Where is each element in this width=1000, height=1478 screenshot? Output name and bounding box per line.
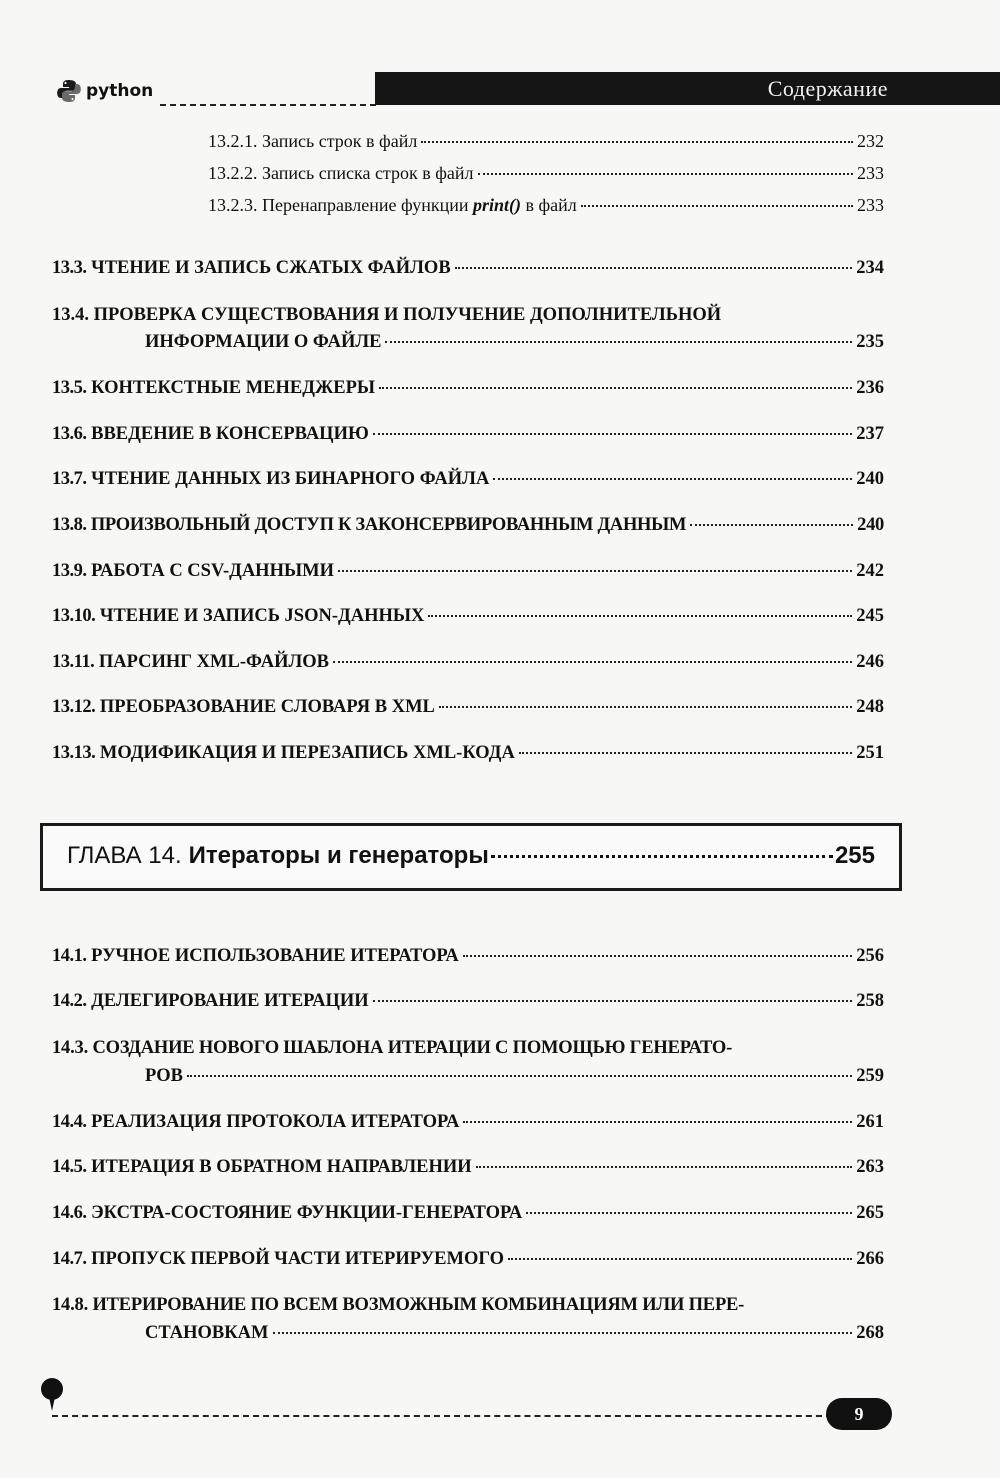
toc-entry-line1	[52, 1038, 732, 1059]
toc-title: ВВЕДЕНИЕ В КОНСЕРВАЦИЮ	[91, 424, 369, 444]
chapter-title: Итераторы и генераторы	[188, 842, 489, 869]
toc-entry	[52, 743, 884, 764]
dot-leader	[373, 433, 852, 435]
toc-page: 233	[857, 195, 884, 215]
toc-page: 240	[856, 469, 884, 489]
toc-number: 13.10.	[52, 606, 96, 626]
toc-title: ПРЕОБРАЗОВАНИЕ СЛОВАРЯ В XML	[99, 697, 435, 717]
dot-leader	[421, 141, 853, 143]
toc-page: 251	[856, 743, 884, 763]
toc-page: 265	[856, 1203, 884, 1223]
toc-page: 235	[856, 332, 884, 352]
chapter-heading	[67, 842, 875, 870]
toc-number: 13.4.	[52, 305, 89, 325]
toc-title: Запись списка строк в файл	[262, 163, 474, 183]
toc-entry	[52, 561, 884, 582]
dot-leader	[455, 267, 853, 269]
toc-number: 14.3.	[52, 1038, 89, 1058]
toc-number: 13.8.	[52, 515, 87, 535]
toc-number: 14.1.	[52, 946, 87, 966]
toc-entry	[52, 258, 884, 279]
dot-leader	[519, 752, 852, 754]
toc-title: МОДИФИКАЦИЯ И ПЕРЕЗАПИСЬ XML-КОДА	[99, 743, 515, 763]
toc-entry	[52, 1249, 884, 1270]
toc-entry	[52, 469, 884, 490]
toc-page: 237	[856, 424, 884, 444]
dot-leader	[333, 661, 852, 663]
toc-page: 236	[856, 378, 884, 398]
dot-leader	[373, 1000, 853, 1002]
toc-subentry	[208, 163, 884, 184]
toc-number: 13.13.	[52, 743, 96, 763]
dot-leader	[428, 615, 852, 617]
toc-page: 256	[856, 946, 884, 966]
section-title-bar	[375, 72, 1000, 105]
toc-number: 13.2.1.	[208, 131, 258, 151]
dot-leader	[463, 1121, 852, 1123]
toc-number: 14.6.	[52, 1203, 87, 1223]
toc-title: ЧТЕНИЕ ДАННЫХ ИЗ БИНАРНОГО ФАЙЛА	[91, 469, 490, 489]
page-number: 9	[854, 1404, 864, 1424]
toc-entry	[52, 606, 884, 627]
toc-title: ИТЕРАЦИЯ В ОБРАТНОМ НАПРАВЛЕНИИ	[91, 1157, 472, 1177]
toc-title: ПРОВЕРКА СУЩЕСТВОВАНИЯ И ПОЛУЧЕНИЕ ДОПОЛНИТЕЛЬНОЙ	[93, 305, 722, 325]
toc-number: 13.9.	[52, 561, 87, 581]
toc-entry-continuation	[145, 1323, 884, 1344]
toc-page: 258	[856, 991, 884, 1011]
toc-number: 13.2.3.	[208, 195, 258, 215]
python-logo	[56, 78, 153, 104]
toc-title-cont: СТАНОВКАМ	[145, 1323, 269, 1343]
page-header	[0, 0, 1000, 130]
toc-entry-line1	[52, 305, 721, 326]
header-divider	[160, 104, 376, 106]
toc-title: ЭКСТРА-СОСТОЯНИЕ ФУНКЦИИ-ГЕНЕРАТОРА	[91, 1203, 523, 1223]
toc-title-tail: в файл	[520, 195, 577, 215]
toc-number: 13.12.	[52, 697, 96, 717]
toc-title: Перенаправление функции	[262, 195, 473, 215]
toc-page: 268	[856, 1323, 884, 1343]
toc-entry	[52, 697, 884, 718]
toc-number: 14.7.	[52, 1249, 87, 1269]
toc-title-cont: ИНФОРМАЦИИ О ФАЙЛЕ	[145, 332, 382, 352]
toc-number: 13.11.	[52, 652, 95, 672]
toc-page: 232	[857, 131, 884, 151]
dot-leader	[439, 706, 852, 708]
python-snake-icon	[56, 78, 82, 104]
dot-leader	[491, 855, 833, 858]
dot-leader	[338, 570, 852, 572]
dot-leader	[385, 341, 852, 343]
chapter-page: 255	[834, 842, 875, 869]
toc-page: 266	[856, 1249, 884, 1269]
toc-number: 13.7.	[52, 469, 87, 489]
toc-entry	[52, 652, 884, 673]
dot-leader	[187, 1075, 852, 1077]
toc-title: Запись строк в файл	[262, 131, 418, 151]
toc-page: 259	[856, 1066, 884, 1086]
toc-title: ИТЕРИРОВАНИЕ ПО ВСЕМ ВОЗМОЖНЫМ КОМБИНАЦИЯМ ИЛИ ПЕРЕ-	[92, 1295, 745, 1315]
toc-page: 245	[856, 606, 884, 626]
toc-subentry	[208, 195, 884, 216]
toc-page: 263	[856, 1157, 884, 1177]
dot-leader	[690, 524, 853, 526]
toc-entry	[52, 424, 884, 445]
toc-page: 261	[856, 1112, 884, 1132]
footer-divider	[52, 1415, 832, 1417]
toc-code: print()	[472, 195, 521, 215]
toc-title: ПАРСИНГ XML-ФАЙЛОВ	[98, 652, 329, 672]
dot-leader	[476, 1166, 853, 1168]
toc-title: РУЧНОЕ ИСПОЛЬЗОВАНИЕ ИТЕРАТОРА	[91, 946, 459, 966]
toc-page: 240	[857, 515, 884, 535]
chapter-heading-box	[40, 823, 902, 891]
toc-page: 248	[856, 697, 884, 717]
toc-number: 14.5.	[52, 1157, 87, 1177]
toc-title: РАБОТА С CSV-ДАННЫМИ	[91, 561, 334, 581]
toc-number: 13.6.	[52, 424, 87, 444]
section-title: Содержание	[767, 76, 888, 101]
toc-entry-line1	[52, 1295, 744, 1316]
toc-number: 14.2.	[52, 991, 87, 1011]
toc-subentry	[208, 131, 884, 152]
toc-title: ДЕЛЕГИРОВАНИЕ ИТЕРАЦИИ	[91, 991, 369, 1011]
toc-title: РЕАЛИЗАЦИЯ ПРОТОКОЛА ИТЕРАТОРА	[91, 1112, 460, 1132]
dot-leader	[508, 1258, 852, 1260]
toc-entry-continuation	[145, 332, 884, 353]
toc-title: ЧТЕНИЕ И ЗАПИСЬ СЖАТЫХ ФАЙЛОВ	[91, 258, 451, 278]
toc-title: ПРОПУСК ПЕРВОЙ ЧАСТИ ИТЕРИРУЕМОГО	[91, 1249, 505, 1269]
toc-number: 13.2.2.	[208, 163, 258, 183]
toc-page: 242	[856, 561, 884, 581]
toc-title: КОНТЕКСТНЫЕ МЕНЕДЖЕРЫ	[91, 378, 376, 398]
toc-title: ЧТЕНИЕ И ЗАПИСЬ JSON-ДАННЫХ	[99, 606, 425, 626]
toc-number: 14.4.	[52, 1112, 87, 1132]
toc-entry	[52, 991, 884, 1012]
toc-entry	[52, 378, 884, 399]
drop-icon	[40, 1378, 64, 1412]
dot-leader	[478, 173, 853, 175]
page-number-badge	[826, 1398, 892, 1430]
toc-entry	[52, 1203, 884, 1224]
logo-text: python	[86, 81, 154, 101]
toc-number: 14.8.	[52, 1295, 89, 1315]
toc-page: 234	[856, 258, 884, 278]
toc-entry	[52, 1157, 884, 1178]
toc-entry	[52, 515, 884, 536]
dot-leader	[273, 1332, 853, 1334]
chapter-label: ГЛАВА 14.	[67, 842, 182, 869]
toc-title-cont: РОВ	[145, 1066, 183, 1086]
toc-number: 13.3.	[52, 258, 87, 278]
dot-leader	[581, 205, 853, 207]
dot-leader	[493, 478, 852, 480]
toc-number: 13.5.	[52, 378, 87, 398]
toc-entry	[52, 1112, 884, 1133]
toc-title: СОЗДАНИЕ НОВОГО ШАБЛОНА ИТЕРАЦИИ С ПОМОЩЬЮ ГЕНЕРАТО-	[92, 1038, 733, 1058]
toc-entry	[52, 946, 884, 967]
dot-leader	[463, 955, 853, 957]
toc-page: 246	[856, 652, 884, 672]
dot-leader	[526, 1212, 852, 1214]
dot-leader	[379, 387, 852, 389]
toc-entry-continuation	[145, 1066, 884, 1087]
toc-page: 233	[857, 163, 884, 183]
toc-title: ПРОИЗВОЛЬНЫЙ ДОСТУП К ЗАКОНСЕРВИРОВАННЫМ ДАННЫМ	[90, 515, 687, 535]
